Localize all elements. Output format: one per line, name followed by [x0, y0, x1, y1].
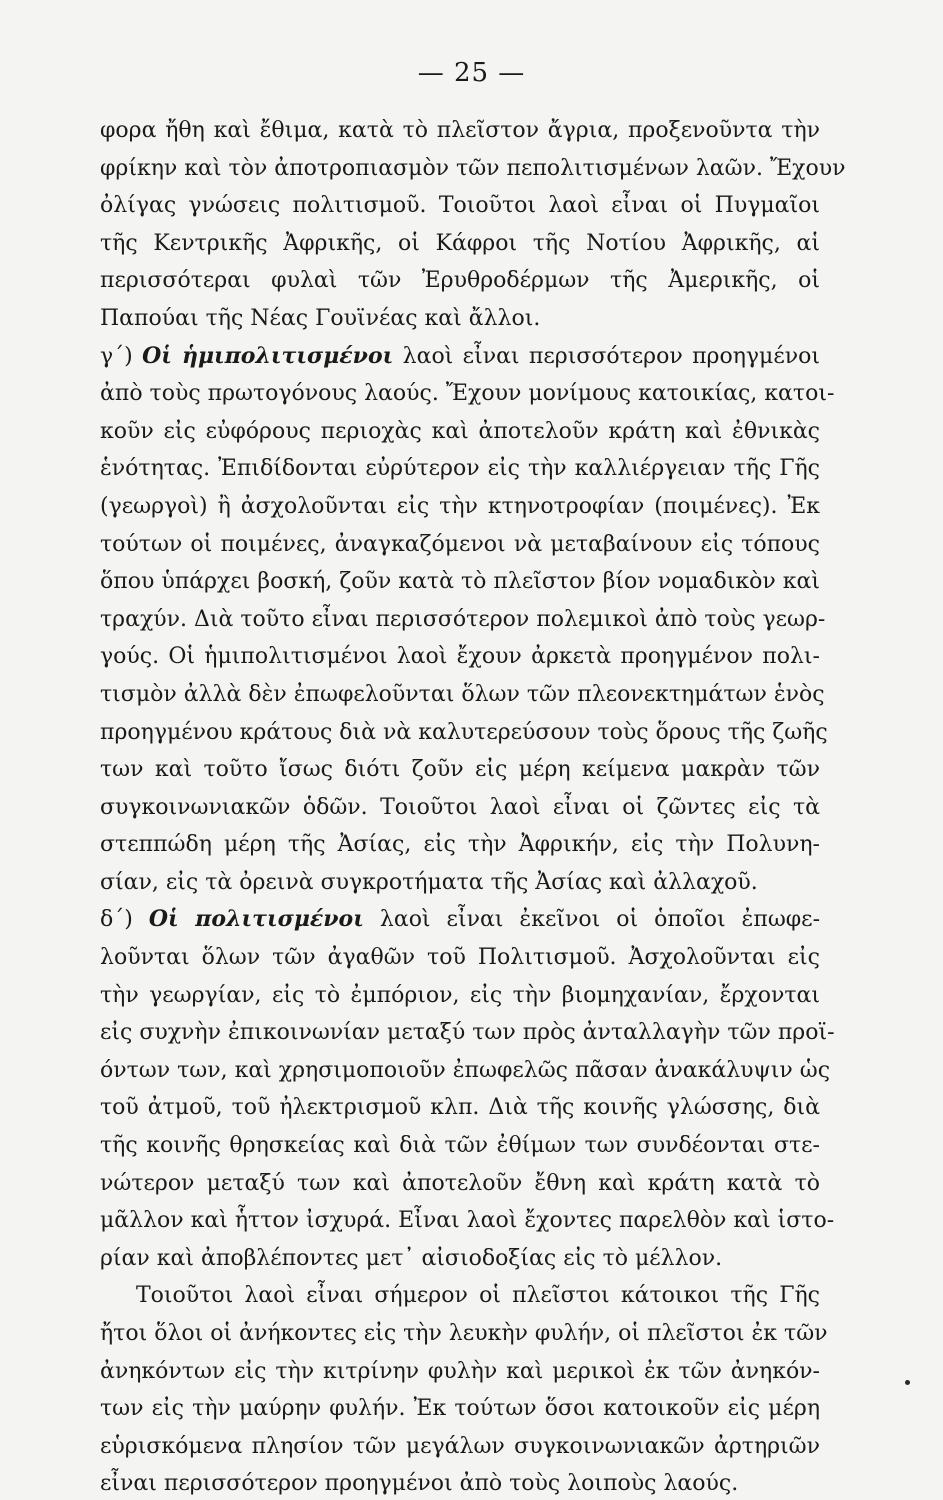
text-line: μᾶλλον καὶ ἧττον ἰσχυρά. Εἶναι λαοὶ ἔχοντες παρελθὸν καὶ ἱστο- [100, 1208, 835, 1234]
text-line: ρίαν καὶ ἀποβλέποντες μετ᾽ αἰσιοδοξίας εἰς τὸ μέλλον. [100, 1245, 723, 1271]
text-line: όντων των, καὶ χρησιμοποιοῦν ἐπωφελῶς πᾶσαν ἀνακάλυψιν ὡς [100, 1057, 831, 1083]
text-line: των καὶ τοῦτο ἴσως διότι ζοῦν εἰς μέρη κείμενα μακρὰν τῶν [100, 757, 820, 783]
text-line: στεππώδη μέρη τῆς Ἀσίας, εἰς τὴν Ἀφρικήν, εἰς τὴν Πολυνη- [100, 832, 820, 858]
paragraph-gamma-heading-line [100, 338, 820, 376]
text-line: ἀνηκόντων εἰς τὴν κιτρίνην φυλὴν καὶ μερικοὶ ἐκ τῶν ἀνηκόν- [100, 1358, 820, 1384]
text-line: γούς. Οἱ ἡμιπολιτισμένοι λαοὶ ἔχουν ἀρκετὰ προηγμένον πολι- [100, 644, 820, 670]
text-line: ὅπου ὑπάρχει βοσκή, ζοῦν κατὰ τὸ πλεῖστον βίον νομαδικὸν καὶ [100, 569, 820, 595]
term-semicivilized: Οἱ ἡμιπολιτισμένοι [142, 342, 394, 369]
text-line: (γεωργοὶ) ἢ ἀσχολοῦνται εἰς τὴν κτηνοτροφίαν (ποιμένες). Ἐκ [100, 493, 820, 519]
text-line: τῆς κοινῆς θρησκείας καὶ διὰ τῶν ἐθίμων των συνδέονται στε- [100, 1133, 820, 1159]
text-line: λοῦνται ὅλων τῶν ἀγαθῶν τοῦ Πολιτισμοῦ. Ἀσχολοῦνται εἰς [100, 945, 820, 971]
text-line: προηγμένου κράτους διὰ νὰ καλυτερεύσουν τοὺς ὅρους τῆς ζωῆς [100, 719, 828, 745]
text-line: ἀπὸ τοὺς πρωτογόνους λαούς. Ἔχουν μονίμους κατοικίας, κατοι- [100, 381, 835, 407]
text-line: εἶναι περισσότερον προηγμένοι ἀπὸ τοὺς λοιποὺς λαούς. [100, 1471, 739, 1497]
text-line: ἑνότητας. Ἐπιδίδονται εὐρύτερον εἰς τὴν καλλιέργειαν τῆς Γῆς [100, 456, 820, 482]
text-line: φορα ἤθη καὶ ἔθιμα, κατὰ τὸ πλεῖστον ἄγρια, προξενοῦντα τὴν [100, 118, 820, 143]
text-line: Παπούαι τῆς Νέας Γουϊνέας καὶ ἄλλοι. [100, 305, 541, 331]
text-line: Τοιοῦτοι λαοὶ εἶναι σήμερον οἱ πλεῖστοι κάτοικοι τῆς Γῆς [136, 1283, 820, 1309]
heading-line-rest: λαοὶ εἶναι ἐκεῖνοι οἱ ὁποῖοι ἐπωφε- [379, 907, 820, 933]
paragraph-delta-heading-line [100, 901, 820, 939]
text-line: ἤτοι ὅλοι οἱ ἀνήκοντες εἰς τὴν λευκὴν φυλήν, οἱ πλεῖστοι ἐκ τῶν [100, 1321, 828, 1346]
text-line: τοῦ ἀτμοῦ, τοῦ ἠλεκτρισμοῦ κλπ. Διὰ τῆς κοινῆς γλώσσης, διὰ [100, 1095, 820, 1121]
item-marker: γ΄) [100, 343, 133, 369]
text-line: εἰς συχνὴν ἐπικοινωνίαν μεταξύ των πρὸς ἀνταλλαγὴν τῶν προϊ- [100, 1020, 835, 1046]
text-line: νώτερον μεταξύ των καὶ ἀποτελοῦν ἔθνη καὶ κράτη κατὰ τὸ [100, 1170, 820, 1196]
text-line: τραχύν. Διὰ τοῦτο εἶναι περισσότερον πολεμικοὶ ἀπὸ τοὺς γεωρ- [100, 606, 826, 632]
text-line: συγκοινωνιακῶν ὁδῶν. Τοιοῦτοι λαοὶ εἶναι οἱ ζῶντες εἰς τὰ [100, 794, 820, 820]
heading-line-rest: λαοὶ εἶναι περισσότερον προηγμένοι [402, 343, 820, 369]
text-line: τὴν γεωργίαν, εἰς τὸ ἐμπόριον, εἰς τὴν βιομηχανίαν, ἔρχονται [100, 982, 820, 1008]
text-line: τισμὸν ἀλλὰ δὲν ἐπωφελοῦνται ὅλων τῶν πλεονεκτημάτων ἑνὸς [100, 681, 825, 707]
text-line: των εἰς τὴν μαύρην φυλήν. Ἐκ τούτων ὅσοι κατοικοῦν εἰς μέρη [100, 1396, 820, 1422]
text-line: σίαν, εἰς τὰ ὀρεινὰ συγκροτήματα τῆς Ἀσίας καὶ ἀλλαχοῦ. [100, 869, 758, 895]
page-number: — 25 — [417, 58, 526, 88]
item-marker: δ΄) [100, 907, 133, 933]
text-line: ὀλίγας γνώσεις πολιτισμοῦ. Τοιοῦτοι λαοὶ εἶναι οἱ Πυγμαῖοι [100, 193, 820, 219]
term-civilized: Οἱ πολιτισμένοι [148, 906, 364, 933]
text-line: κοῦν εἰς εὐφόρους περιοχὰς καὶ ἀποτελοῦν κράτη καὶ ἐθνικὰς [100, 418, 820, 444]
text-line: φρίκην καὶ τὸν ἀποτροπιασμὸν τῶν πεπολιτισμένων λαῶν. Ἔχουν [100, 155, 846, 181]
ink-speck [905, 1380, 910, 1385]
text-line: εὑρισκόμενα πλησίον τῶν μεγάλων συγκοινωνιακῶν ἀρτηριῶν [100, 1433, 820, 1459]
text-line: περισσότεραι φυλαὶ τῶν Ἐρυθροδέρμων τῆς Ἀμερικῆς, οἱ [100, 268, 820, 294]
text-line: τῆς Κεντρικῆς Ἀφρικῆς, οἱ Κάφροι τῆς Νοτίου Ἀφρικῆς, αἱ [100, 230, 820, 256]
body-text [100, 112, 846, 1500]
text-line: τούτων οἱ ποιμένες, ἀναγκαζόμενοι νὰ μεταβαίνουν εἰς τόπους [100, 531, 820, 557]
